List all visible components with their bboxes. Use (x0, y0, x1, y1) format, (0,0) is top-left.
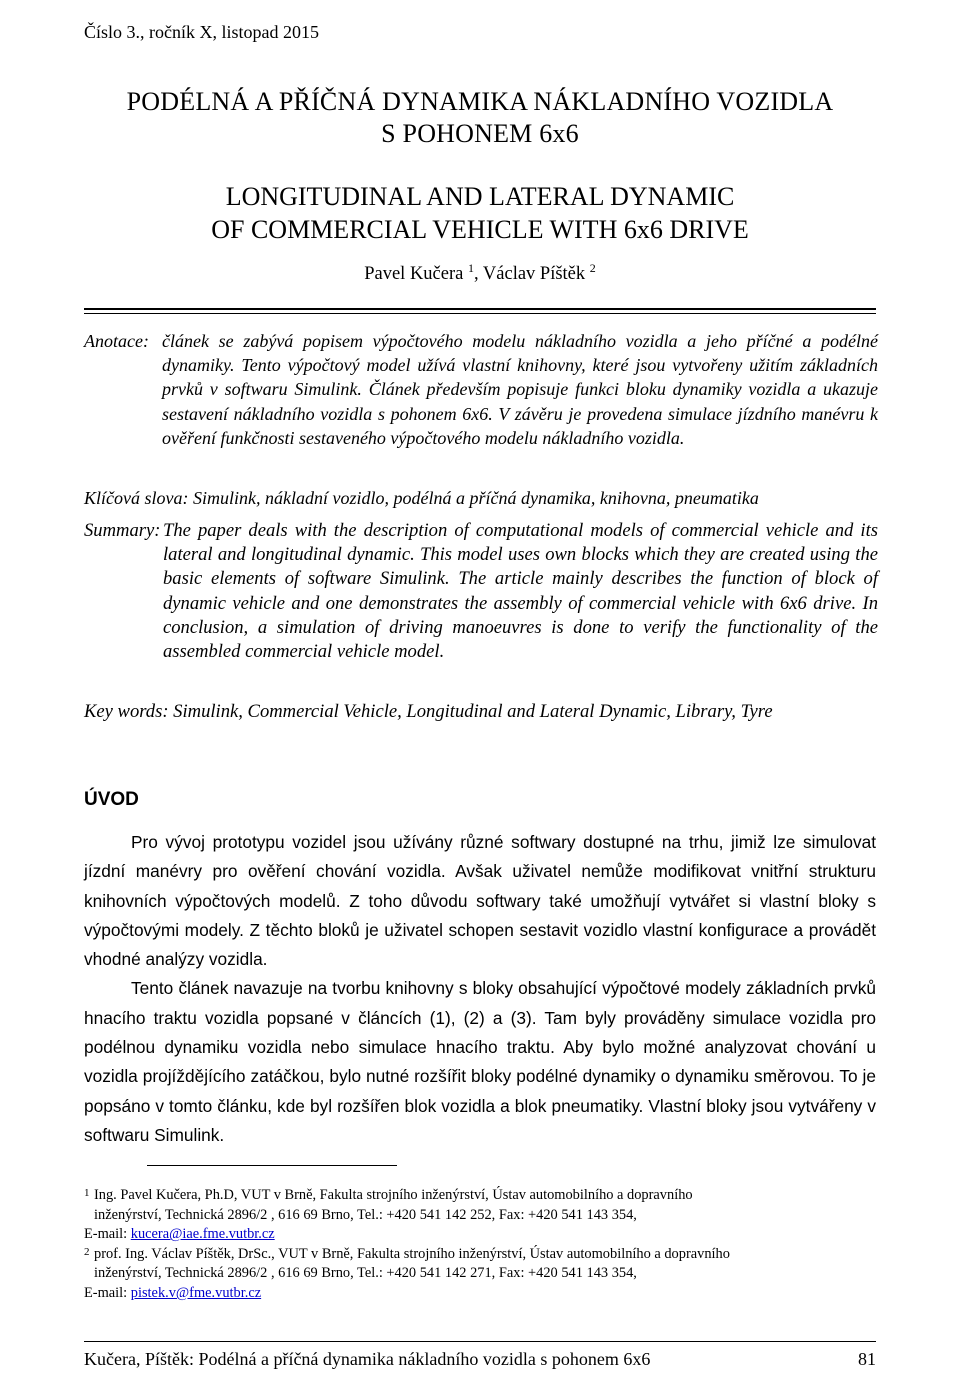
title-divider-thick (84, 308, 876, 310)
author-2-name: Václav Píštěk (482, 264, 586, 284)
footnote-1-email-link[interactable]: kucera@iae.fme.vutbr.cz (130, 1226, 275, 1243)
footnote-2-email-line (84, 1284, 876, 1304)
title-english-line-1: LONGITUDINAL AND LATERAL DYNAMIC (225, 182, 735, 211)
footer-divider (84, 1341, 876, 1342)
section-heading-uvod: ÚVOD (84, 789, 139, 810)
keywords-czech-label: Klíčová slova: (84, 488, 189, 508)
footnote-separator (147, 1165, 397, 1166)
footnote-2-email-link[interactable]: pistek.v@fme.vutbr.cz (130, 1284, 262, 1301)
footnote-2 (84, 1245, 876, 1304)
body-paragraph-2: Tento článek navazuje na tvorbu knihovny s bloky obsahující výpočtové modely základních prvků hnacího traktu vozidla popsané v článcích (1), (2) a (3). Tam byly prováděny simulace vozidla pro podélnou dynamiku vozidla nebo simulace hnacího traktu. Aby bylo možné analyzovat chování u vozidla projíždějícího zatáčkou, bylo nutné rozšířit bloky podélné dynamiky o dynamiku směrovou. To je popsáno v tomto článku, kde byl rozšířen blok vozidla a blok pneumatiky. Vlastní bloky jsou vytvářeny v softwaru Simulink. (84, 978, 876, 1145)
journal-issue-header: Číslo 3., ročník X, listopad 2015 (84, 22, 319, 42)
footnote-1-line-1: Ing. Pavel Kučera, Ph.D, VUT v Brně, Fakulta strojního inženýrství, Ústav automobilního a dopravního (94, 1187, 693, 1203)
footnote-2-line-2: inženýrství, Technická 2896/2 , 616 69 Brno, Tel.: +420 541 142 271, Fax: +420 541 143 354, (94, 1265, 637, 1282)
keywords-english-text: Simulink, Commercial Vehicle, Longitudinal and Lateral Dynamic, Library, Tyre (168, 701, 773, 722)
footer-page-number: 81 (858, 1349, 876, 1369)
summary-english (84, 519, 878, 664)
footnotes (84, 1186, 876, 1304)
title-divider-thin (84, 313, 876, 314)
title-english-line-2: OF COMMERCIAL VEHICLE WITH 6x6 DRIVE (211, 215, 749, 244)
footnote-1 (84, 1186, 876, 1245)
author-2-footnote-mark: 2 (589, 261, 596, 275)
footnote-2-mark: 2 (84, 1245, 90, 1258)
title-czech-line-2: S POHONEM 6x6 (381, 119, 579, 148)
author-1-footnote-mark: 1 (467, 261, 474, 275)
footnote-1-email-label: E-mail: (84, 1226, 131, 1243)
footnote-1-line-2: inženýrství, Technická 2896/2 , 616 69 Brno, Tel.: +420 541 142 252, Fax: +420 541 143 354, (94, 1206, 637, 1223)
title-czech (0, 86, 960, 150)
keywords-czech-text: Simulink, nákladní vozidlo, podélná a příčná dynamika, knihovna, pneumatika (188, 488, 759, 508)
abstract-text: článek se zabývá popisem výpočtového modelu nákladního vozidla a jeho příčné a podélné dynamiky. Tento výpočtový model užívá vlastní knihovny, které jsou vytvořeny užitím základních prvků v softwaru Simulink. Článek především popisuje funkci bloku dynamiky vozidla a ukazuje sestavení nákladního vozidla s pohonem 6x6. V závěru je provedena simulace jízdního manévru k ověření funkčnosti sestaveného výpočtového modelu nákladního vozidla. (162, 331, 878, 448)
keywords-english (84, 700, 878, 724)
section-body (84, 828, 876, 1150)
footer-running-title: Kučera, Píštěk: Podélná a příčná dynamika nákladního vozidla s pohonem 6x6 (84, 1349, 651, 1369)
author-separator: , (473, 264, 483, 284)
summary-text: The paper deals with the description of computational models of commercial vehicle and its lateral and longitudinal dynamic. This model uses own blocks which they are created using the basic elements of software Simulink. The article mainly describes the function of block of dynamic vehicle and one demonstrates the assembly of commercial vehicle with 6x6 drive. In conclusion, a simulation of driving manoeuvres is done to verify the functionality of the assembled commercial vehicle model. (163, 520, 878, 663)
keywords-english-label: Key words: (84, 701, 169, 722)
title-czech-line-1: PODÉLNÁ A PŘÍČNÁ DYNAMIKA NÁKLADNÍHO VOZIDLA (126, 87, 834, 116)
summary-label: Summary: (84, 520, 161, 541)
keywords-czech (84, 486, 878, 510)
footnote-2-line-1: prof. Ing. Václav Píštěk, DrSc., VUT v Brně, Fakulta strojního inženýrství, Ústav automobilního a dopravního (94, 1245, 730, 1262)
footnote-1-mark: 1 (84, 1187, 90, 1199)
abstract-czech (84, 329, 878, 450)
title-english (0, 180, 960, 246)
body-paragraph-1: Pro vývoj prototypu vozidel jsou užívány různé softwary dostupné na trhu, jimiž lze simulovat jízdní manévry pro ověření chování vozidla. Avšak uživatel nemůže modifikovat vnitřní strukturu knihovních výpočtových modelů. Z toho důvodu softwary také umožňují vytvářet si vlastní bloky s výpočtovými modely. Z těchto bloků je uživatel schopen sestavit vozidlo vlastní konfigurace a provádět vhodné analýzy vozidla. (84, 832, 876, 970)
abstract-label: Anotace: (84, 331, 149, 351)
footnote-2-email-label: E-mail: (84, 1284, 131, 1301)
author-1-name: Pavel Kučera (364, 264, 464, 284)
footnote-1-email-line (84, 1225, 876, 1245)
authors-line (0, 262, 960, 286)
